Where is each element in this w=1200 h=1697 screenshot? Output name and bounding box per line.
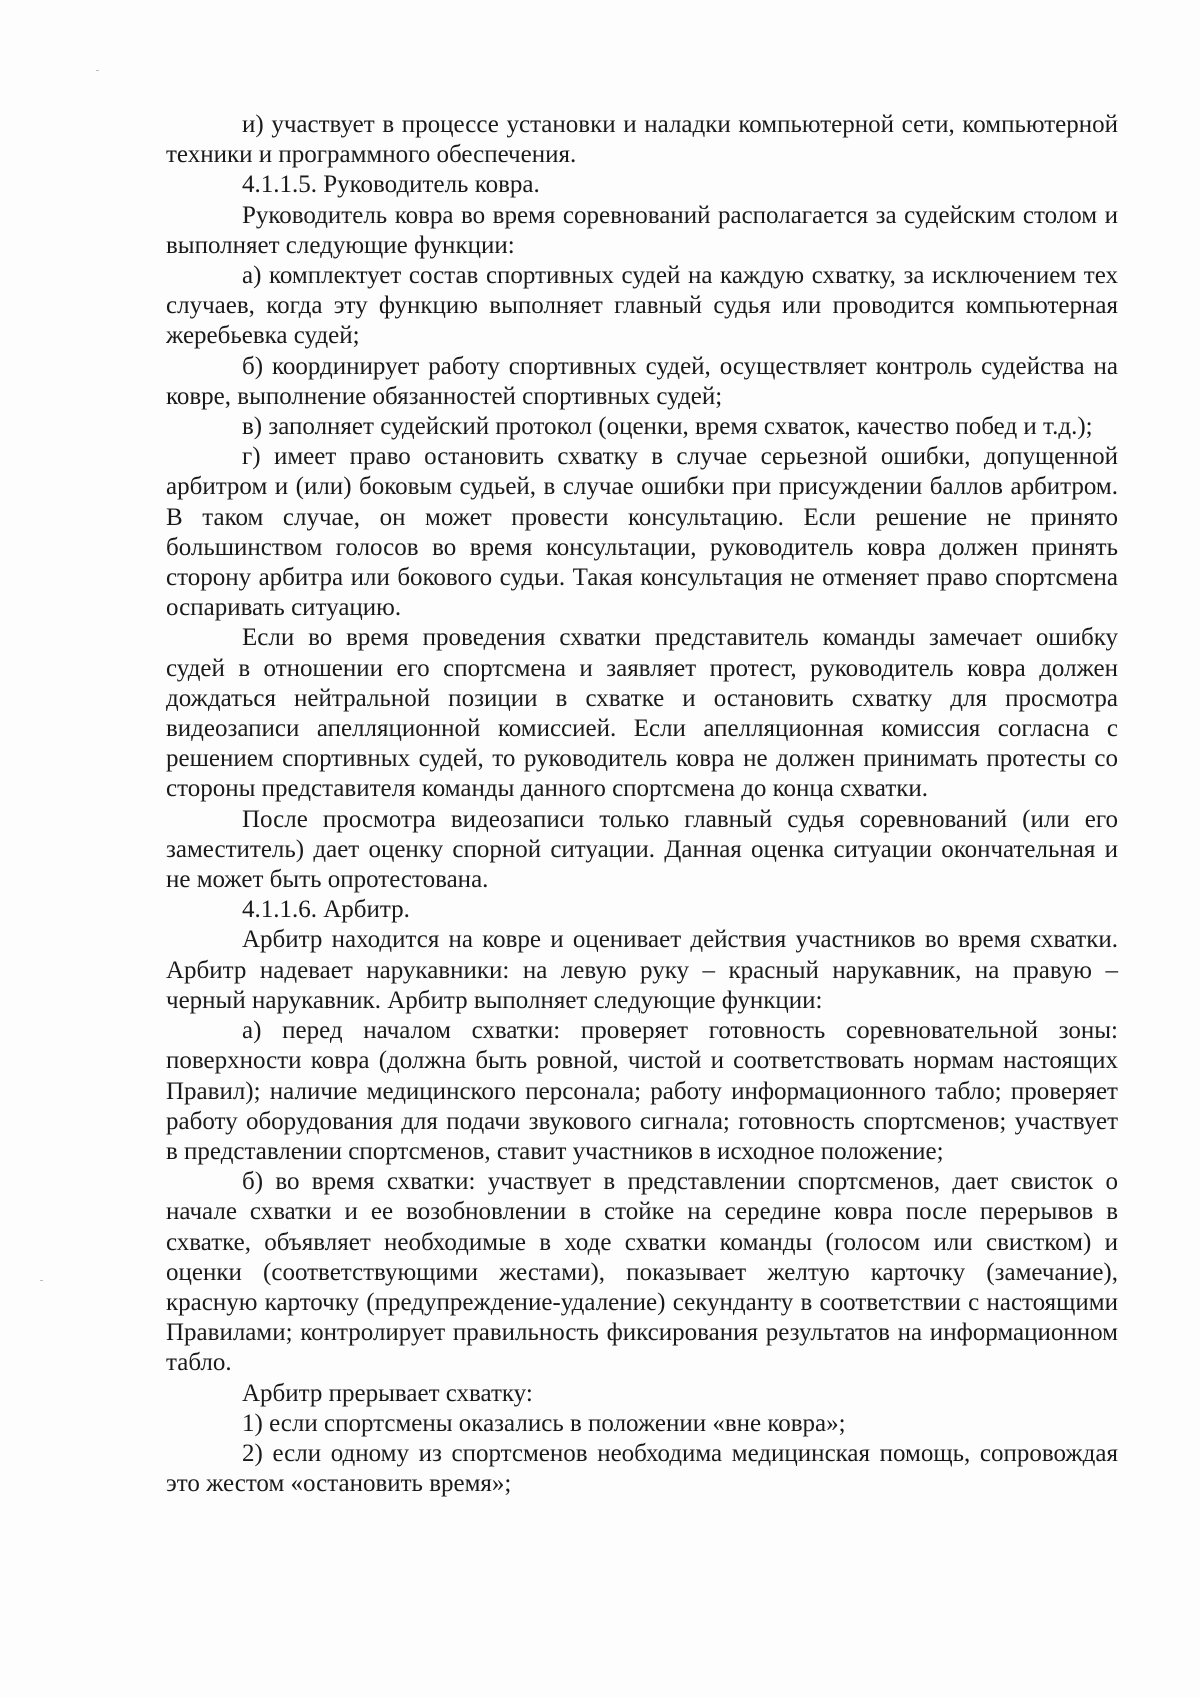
- paragraph-referee-before-bout: а) перед началом схватки: проверяет готовность соревновательной зоны: поверхности ковра (должна быть ровной, чистой и соответствовать нормам настоящих Правил); наличие медицинского персонала; работу информационного табло; проверяет работу оборудования для подачи звукового сигнала; готовность спортсменов; участвует в представлении спортсменов, ставит участников в исходное положение;: [166, 1017, 1118, 1165]
- document-body: [166, 110, 1118, 1499]
- paragraph-list-item-1: 1) если спортсмены оказались в положении «вне ковра»;: [242, 1409, 846, 1437]
- paragraph-referee-interrupts: Арбитр прерывает схватку:: [242, 1379, 533, 1407]
- scan-speck: [96, 70, 99, 71]
- paragraph-list-item-2: 2) если одному из спортсменов необходима медицинская помощь, сопровождая это жестом «остановить время»;: [166, 1439, 1118, 1498]
- section-heading-mat-supervisor: 4.1.1.5. Руководитель ковра.: [242, 171, 540, 199]
- paragraph-referee-intro: Арбитр находится на ковре и оценивает действия участников во время схватки. Арбитр надевает нарукавники: на левую руку – красный нарукавник, на правую – черный нарукавник. Арбитр выполняет следующие функции:: [166, 926, 1118, 1014]
- paragraph-video-review: После просмотра видеозаписи только главный судья соревнований (или его заместитель) дает оценку спорной ситуации. Данная оценка ситуации окончательная и не может быть опротестована.: [166, 805, 1118, 894]
- scan-speck: [40, 1280, 43, 1281]
- paragraph-item-g-stop-bout: г) имеет право остановить схватку в случае серьезной ошибки, допущенной арбитром и (или) боковым судьей, в случае ошибки при присуждении баллов арбитром. В таком случае, он может провести консультацию. Если решение не принято большинством голосов во время консультации, руководитель ковра должен принять сторону арбитра или бокового судьи. Такая консультация не отменяет право спортсмена оспаривать ситуацию.: [166, 443, 1118, 622]
- paragraph-computer-network: и) участвует в процессе установки и наладки компьютерной сети, компьютерной техники и программного обеспечения.: [166, 111, 1118, 169]
- paragraph-item-a-judges: а) комплектует состав спортивных судей на каждую схватку, за исключением тех случаев, когда эту функцию выполняет главный судья или проводится компьютерная жеребьевка судей;: [166, 262, 1118, 350]
- paragraph-item-b-coordination: б) координирует работу спортивных судей, осуществляет контроль судейства на ковре, выполнение обязанностей спортивных судей;: [166, 352, 1118, 410]
- paragraph-referee-during-bout: б) во время схватки: участвует в представлении спортсменов, дает свисток о начале схватки и ее возобновлении в стойке на середине ковра после перерывов в схватке, объявляет необходимые в ходе схватки команды (голосом или свистком) и оценки (соответствующими жестами), показывает желтую карточку (замечание), красную карточку (предупреждение-удаление) секунданту в соответствии с настоящими Правилами; контролирует правильность фиксирования результатов на информационном табло.: [166, 1168, 1118, 1377]
- paragraph-protest: Если во время проведения схватки представитель команды замечает ошибку судей в отношении его спортсмена и заявляет протест, руководитель ковра должен дождаться нейтральной позиции в схватке и остановить схватку для просмотра видеозаписи апелляционной комиссией. Если апелляционная комиссия согласна с решением спортивных судей, то руководитель ковра не должен принимать протесты со стороны представителя команды данного спортсмена до конца схватки.: [166, 624, 1118, 803]
- paragraph-mat-supervisor-intro: Руководитель ковра во время соревнований располагается за судейским столом и выполняет следующие функции:: [166, 201, 1118, 259]
- section-heading-referee: 4.1.1.6. Арбитр.: [242, 896, 410, 924]
- paragraph-item-v-protocol: в) заполняет судейский протокол (оценки, время схваток, качество побед и т.д.);: [242, 413, 1093, 441]
